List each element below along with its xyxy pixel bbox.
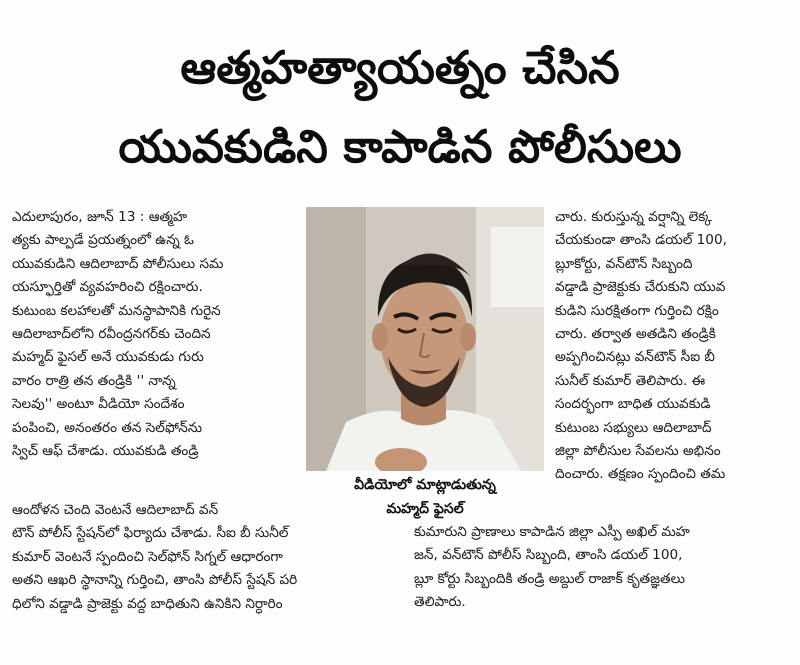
article-line: త్యకు పాల్పడే ప్రయత్నంలో ఉన్న ఓ bbox=[12, 232, 194, 249]
article-line: జన్, వన్‌టౌన్ పోలీస్ సిబ్బంది, తాంసి డయల్ 100, bbox=[414, 547, 683, 564]
caption-line-2: మహ్మద్ ఫైసల్ bbox=[386, 501, 464, 517]
person-photo-illustration bbox=[306, 207, 544, 471]
article-line: టౌన్ పోలీస్ స్టేషన్‌లో ఫిర్యాదు చేశాడు. సీఐ బీ సునీల్ bbox=[12, 525, 289, 542]
article-line: మహ్మద్ ఫైసల్ అనే యువకుడు గురు bbox=[12, 349, 204, 366]
article-line: కుమారుని ప్రాణాలు కాపాడిన జిల్లా ఎస్పీ అఖిల్ మహ bbox=[414, 524, 690, 540]
article-line: ఆదిలాబాద్‌లోని రవీంద్రనగర్‌కు చెందిన bbox=[12, 325, 211, 342]
article-line: సెలవు'' అంటూ వీడియో సందేశం bbox=[12, 396, 185, 413]
news-photo bbox=[306, 207, 544, 471]
article-line: కుమార్ వెంటనే స్పందించి సెల్‌ఫోన్ సిగ్నల్ ఆధారంగా bbox=[12, 548, 283, 565]
article-line: స్విచ్ ఆఫ్ చేశాడు. యువకుడి తండ్రి bbox=[12, 442, 199, 459]
article-line: చారు. తర్వాత అతడిని తండ్రికి bbox=[555, 325, 716, 342]
article-line: ధిలోని వడ్డాడి ప్రాజెక్టు వద్ద బాధితుని ఉనికిని నిర్ధారిం bbox=[12, 595, 283, 612]
caption-line-1: వీడియోలో మాట్లాడుతున్న bbox=[354, 477, 496, 493]
article-line: చేయకుండా తాంసి డయల్ 100, bbox=[555, 232, 727, 249]
article-line: దించారు. తక్షణం స్పందించి తమ bbox=[555, 466, 726, 483]
headline-line-1: ఆత్మహత్యాయత్నం చేసిన bbox=[180, 41, 620, 94]
article-line: ఎదులాపురం, జూన్ 13 : ఆత్మహ bbox=[12, 209, 188, 225]
article-line: యస్ఫూర్తితో వ్యవహరించి రక్షించారు. bbox=[12, 279, 203, 296]
photo-caption bbox=[306, 473, 544, 521]
article-line: అతని ఆఖరి స్థానాన్ని గుర్తించి, తాంసి పోలీస్ స్టేషన్ పరి bbox=[12, 572, 298, 589]
article-line: యువకుడిని ఆదిలాబాద్ పోలీసులు సమ bbox=[12, 255, 224, 272]
article-right-column bbox=[555, 206, 787, 487]
headline-line-2: యువకుడిని కాపాడిన పోలీసులు bbox=[118, 120, 682, 173]
article-line: వడ్డాడి ప్రాజెక్టుకు చేరుకుని యువ bbox=[555, 279, 726, 296]
article-line: కుటుంబ కలహాలతో మనస్థాపానికి గురైన bbox=[12, 302, 221, 319]
article-bottom-right bbox=[414, 521, 788, 615]
article-line: పంపించి, అనంతరం తన సెల్‌ఫోన్‌ను bbox=[12, 419, 203, 436]
article-line: ఆందోళన చెంది వెంటనే ఆదిలాబాద్ వన్ bbox=[12, 502, 219, 518]
article-line: బ్లూ కోర్టు సిబ్బందికి తండ్రి అబ్దుల్ రాజాక్ కృతజ్ఞతలు bbox=[414, 570, 685, 587]
article-line: వారం రాత్రి తన తండ్రికి '' నాన్న bbox=[12, 372, 176, 389]
article-line: సందర్భంగా బాధిత యువకుడి bbox=[555, 396, 711, 413]
article-line: కుటుంబ సభ్యులు ఆదిలాబాద్ bbox=[555, 419, 712, 436]
article-line: జిల్లా పోలీసుల సేవలను అభినం bbox=[555, 442, 721, 459]
article-line: చారు. కురుస్తున్న వర్షాన్ని లెక్క bbox=[555, 209, 712, 225]
article-line: బ్లూకోర్టు, వన్‌టౌన్ సిబ్బంది bbox=[555, 255, 693, 272]
article-line: సునీల్ కుమార్ తెలిపారు. ఈ bbox=[555, 372, 706, 389]
article-line: అప్పగించినట్లు వన్‌టౌన్ సీఐ బీ bbox=[555, 349, 715, 366]
article-left-column bbox=[12, 206, 300, 463]
article-line: కుడిని సురక్షితంగా గుర్తించి రక్షిం bbox=[555, 302, 719, 319]
article-line: తెలిపారు. bbox=[414, 594, 466, 611]
